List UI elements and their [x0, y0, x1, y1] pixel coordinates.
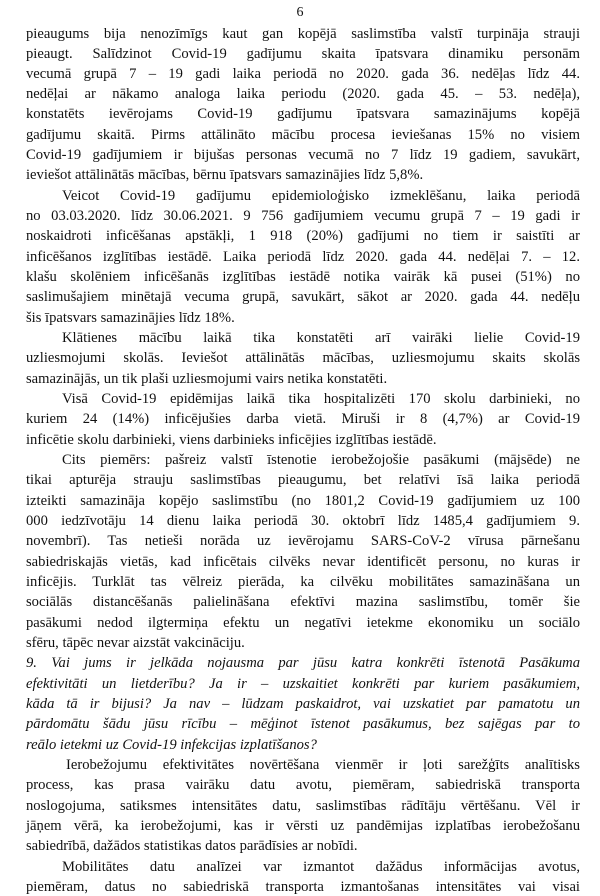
text-line: klašu skolēniem inficēšanās izglītības iestādē notika vairāk kā pusei (51%) no — [26, 269, 580, 285]
text-line: tikai apturēja strauju saslimstības pieaugumu, bet relatīvi īsā laika periodā — [26, 472, 580, 488]
text-line: pieaugt. Salīdzinot Covid-19 gadījumu skaita īpatsvara dinamiku personām — [26, 46, 580, 62]
text-line: izteikti samazināja kopējo saslimstību (no 1801,2 Covid-19 gadījumiem uz 100 — [26, 493, 580, 509]
text-line: jāņem vērā, ka ierobežojumi, kas ir vērsti uz pandēmijas izplatības ierobežošanu — [26, 818, 580, 834]
text-line: pārdomātu šādu jūsu rīcību – mēģinot īstenot pasākumus, bez sajēgas par to — [26, 716, 580, 732]
text-line: nedēļai ar nākamo analoga laika periodu (2020. gada 45. – 53. nedēļa), — [26, 86, 580, 102]
text-line: Mobilitātes datu analīzei var izmantot dažādus informācijas avotus, — [62, 859, 580, 875]
text-line: process, kas prasa vairāku datu avotu, piemēram, sabiedriskā transporta — [26, 777, 580, 793]
text-line: samazinājās, un tik plaši uzliesmojumi vairs netika konstatēti. — [26, 371, 388, 387]
text-line: kuriem 24 (14%) inficējušies darba vietā. Miruši ir 8 (4,7%) ar Covid-19 — [26, 411, 580, 427]
text-line: pasākumi nedod ilgtermiņa efektu un negatīvi ietekme ekonomiku un sociālo — [26, 615, 580, 631]
text-line: kāda tā ir bijusi? Ja nav – lūdzam paskaidrot, vai uzskatiet par pamatotu un — [26, 696, 580, 712]
page-number: 6 — [296, 5, 304, 20]
text-line: reālo ietekmi uz Covid-19 infekcijas izplatīšanos? — [26, 737, 317, 753]
text-line: 000 iedzīvotāju 14 dienu laika periodā 30. oktobrī līdz 1485,4 gadījumiem 9. — [26, 513, 580, 529]
text-line: sfēru, tāpēc nevar aizstāt vakcināciju. — [26, 635, 245, 651]
text-line: Visā Covid-19 epidēmijas laikā tika hospitalizēti 170 skolu darbinieki, no — [62, 391, 580, 407]
text-line: noslogojuma, satiksmes intensitātes datu, saslimstības rādītāju vērtēšanu. Vēl ir — [26, 798, 580, 814]
text-line: gadījumu skaitā. Pirms attālināto mācību procesa ieviešanas 15% no visiem — [26, 127, 580, 143]
text-line: Cits piemērs: pašreiz valstī īstenotie ierobežojošie pasākumi (mājsēde) ne — [62, 452, 580, 468]
text-line: sabiedrībā, dažādos statistikas datos parādīsies ar nobīdi. — [26, 838, 358, 854]
text-line: šis īpatsvars samazinājies līdz 18%. — [26, 310, 235, 326]
text-line: uzliesmojumi skolās. Ieviešot attālinātās mācības, uzliesmojumu skaits skolās — [26, 350, 580, 366]
text-line: Klātienes mācību laikā tika konstatēti arī vairāki lielie Covid-19 — [62, 330, 580, 346]
text-line: piemēram, datus no sabiedriskā transporta izmantošanas intensitātes vai visai — [26, 879, 580, 895]
text-line: sabiedriskajās vietās, kad inficētais cilvēks nevar identificēt personu, no kuras ir — [26, 554, 580, 570]
text-line: efektivitāti un lietderību? Ja ir – uzskaitiet konkrēti par kuriem pasākumiem, — [26, 676, 580, 692]
text-line: vecumā grupā 7 – 19 gadi laika periodā no 2020. gada 36. nedēļas līdz 44. — [26, 66, 580, 82]
text-line: Ierobežojumu efektivitātes novērtēšana vienmēr ir ļoti sarežģīts analītisks — [66, 757, 580, 773]
text-line: Covid-19 gadījumiem ir bijušas personas vecumā no 7 līdz 19 gadiem, savukārt, — [26, 147, 580, 163]
text-line: sociālās distancēšanās palielināšana efektīvi mazina saslimstību, tomēr šie — [26, 594, 580, 610]
text-line: novembrī). Tas netieši norāda uz ievērojamu SARS-CoV-2 vīrusa pārnešanu — [26, 533, 580, 549]
text-line: noskaidroti inficēšanas apstākļi, 1 918 (20%) gadījumi no tiem ir saistīti ar — [26, 228, 580, 244]
text-line: konstatēts ievērojams Covid-19 gadījumu īpatsvara samazinājums kopējā — [26, 106, 580, 122]
text-line: 9. Vai jums ir jelkāda nojausma par jūsu katra konkrēti īstenotā Pasākuma — [26, 655, 580, 671]
text-line: no 03.03.2020. līdz 30.06.2021. 9 756 gadījumiem vecumu grupā 7 – 19 gadi ir — [26, 208, 580, 224]
text-line: inficējis. Turklāt tas vēlreiz pierāda, ka cilvēku mobilitātes samazināšana un — [26, 574, 580, 590]
text-line: pieaugums bija nenozīmīgs kaut gan kopējā saslimstība valstī turpināja strauji — [26, 26, 580, 42]
text-line: saslimušajiem minētajā vecuma grupā, savukārt, sākot ar 2020. gada 44. nedēļu — [26, 289, 580, 305]
text-line: Veicot Covid-19 gadījumu epidemioloģisko izmeklēšanu, laika periodā — [62, 188, 580, 204]
text-line: ieviešot attālinātās mācības, bērnu īpatsvars samazinājies līdz 5,8%. — [26, 167, 424, 183]
text-line: inficētie skolu darbinieki, viens darbinieks inficējies izglītības iestādē. — [26, 432, 437, 448]
text-line: inficēšanos izglītības iestādē. Laika periodā līdz 2020. gada 44. nedēļai 7. – 12. — [26, 249, 580, 265]
